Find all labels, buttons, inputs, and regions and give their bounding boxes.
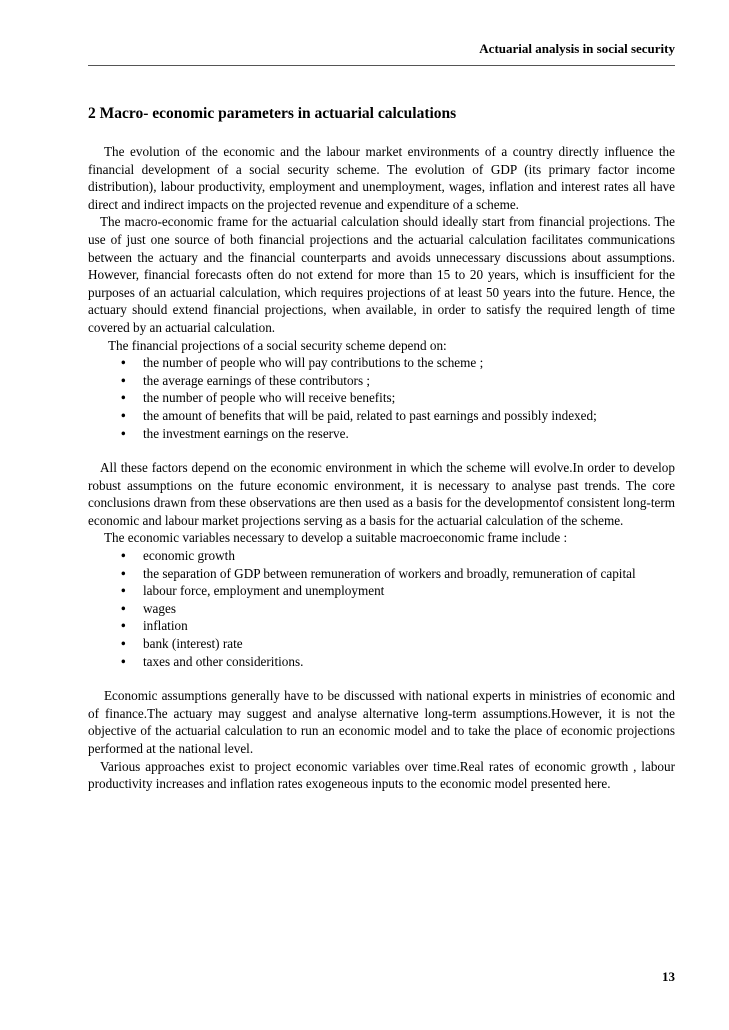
list-item: • the investment earnings on the reserve. <box>121 425 349 441</box>
list-item: • the separation of GDP between remuneration of workers and broadly, remuneration of capital <box>121 565 636 581</box>
list-item: • inflation <box>121 618 188 634</box>
bullet-icon: • <box>121 425 126 441</box>
paragraph-5: The economic variables necessary to develop a suitable macroeconomic frame include : <box>104 530 568 546</box>
list-item: • the number of people who will receive benefits; <box>121 390 396 406</box>
paragraph-6: Economic assumptions generally have to be discussed with national experts in ministries of economic and of finance.The actuary may suggest and analyse alternative long-term assumptions.However, it is not the objective of the actuarial calculation to run an economic model and to take the place of economic projections performed at the national level. <box>88 688 675 756</box>
paragraph-2: The macro-economic frame for the actuarial calculation should ideally start from financial projections. The use of just one source of both financial projections and the actuarial calculation facilitates communications between the actuary and the financial counterparts and avoids unnecessary discussions about assumptions. However, financial forecasts often do not extend for more than 15 to 20 years, which is insufficient for the purposes of an actuarial calculation, which requires projections of at least 50 years into the future. Hence, the actuary should extend financial projections, when available, in order to satisfy the required length of time covered by an actuarial calculation. <box>88 214 675 335</box>
bullet-icon: • <box>121 407 126 423</box>
list-item: • taxes and other consideritions. <box>121 653 304 669</box>
list-item: • the average earnings of these contributors ; <box>121 372 371 388</box>
bullet-icon: • <box>121 355 126 371</box>
header-rule <box>88 65 675 66</box>
bullet-icon: • <box>121 583 126 599</box>
paragraph-3: The financial projections of a social security scheme depend on: <box>108 337 447 353</box>
projection-factors-list <box>88 354 675 442</box>
bullet-icon: • <box>121 548 126 564</box>
list-item: • the amount of benefits that will be paid, related to past earnings and possibly indexed; <box>121 407 597 423</box>
list-item: • bank (interest) rate <box>121 636 243 652</box>
page-body <box>88 104 675 793</box>
section-title: 2 Macro- economic parameters in actuarial calculations <box>88 105 457 122</box>
bullet-icon: • <box>121 372 126 388</box>
bullet-icon: • <box>121 653 126 669</box>
economic-variables-list <box>88 547 675 670</box>
bullet-icon: • <box>121 636 126 652</box>
bullet-icon: • <box>121 600 126 616</box>
list-item: • labour force, employment and unemployment <box>121 583 385 599</box>
paragraph-7: Various approaches exist to project economic variables over time.Real rates of economic growth , labour productivity increases and inflation rates exogeneous inputs to the economic model presented here. <box>88 758 675 792</box>
paragraph-4: All these factors depend on the economic environment in which the scheme will evolve.In order to develop robust assumptions on the future economic environment, it is necessary to analyse past trends. The core conclusions drawn from these observations are then used as a basis for the developmentof consistent long-term economic and labour market projections serving as a basis for the actuarial calculation of the scheme. <box>88 460 675 528</box>
bullet-icon: • <box>121 618 126 634</box>
paragraph-1: The evolution of the economic and the labour market environments of a country directly influence the financial development of a social security scheme. The evolution of GDP (its primary factor income distribution), labour productivity, employment and unemployment, wages, inflation and interest rates all have direct and indirect impacts on the projected revenue and expenditure of a scheme. <box>88 144 675 212</box>
page-number: 13 <box>662 969 675 984</box>
running-header: Actuarial analysis in social security <box>479 41 675 56</box>
bullet-icon: • <box>121 565 126 581</box>
list-item: • the number of people who will pay contributions to the scheme ; <box>121 355 484 371</box>
bullet-icon: • <box>121 390 126 406</box>
list-item: • economic growth <box>121 548 235 564</box>
list-item: • wages <box>121 600 176 616</box>
